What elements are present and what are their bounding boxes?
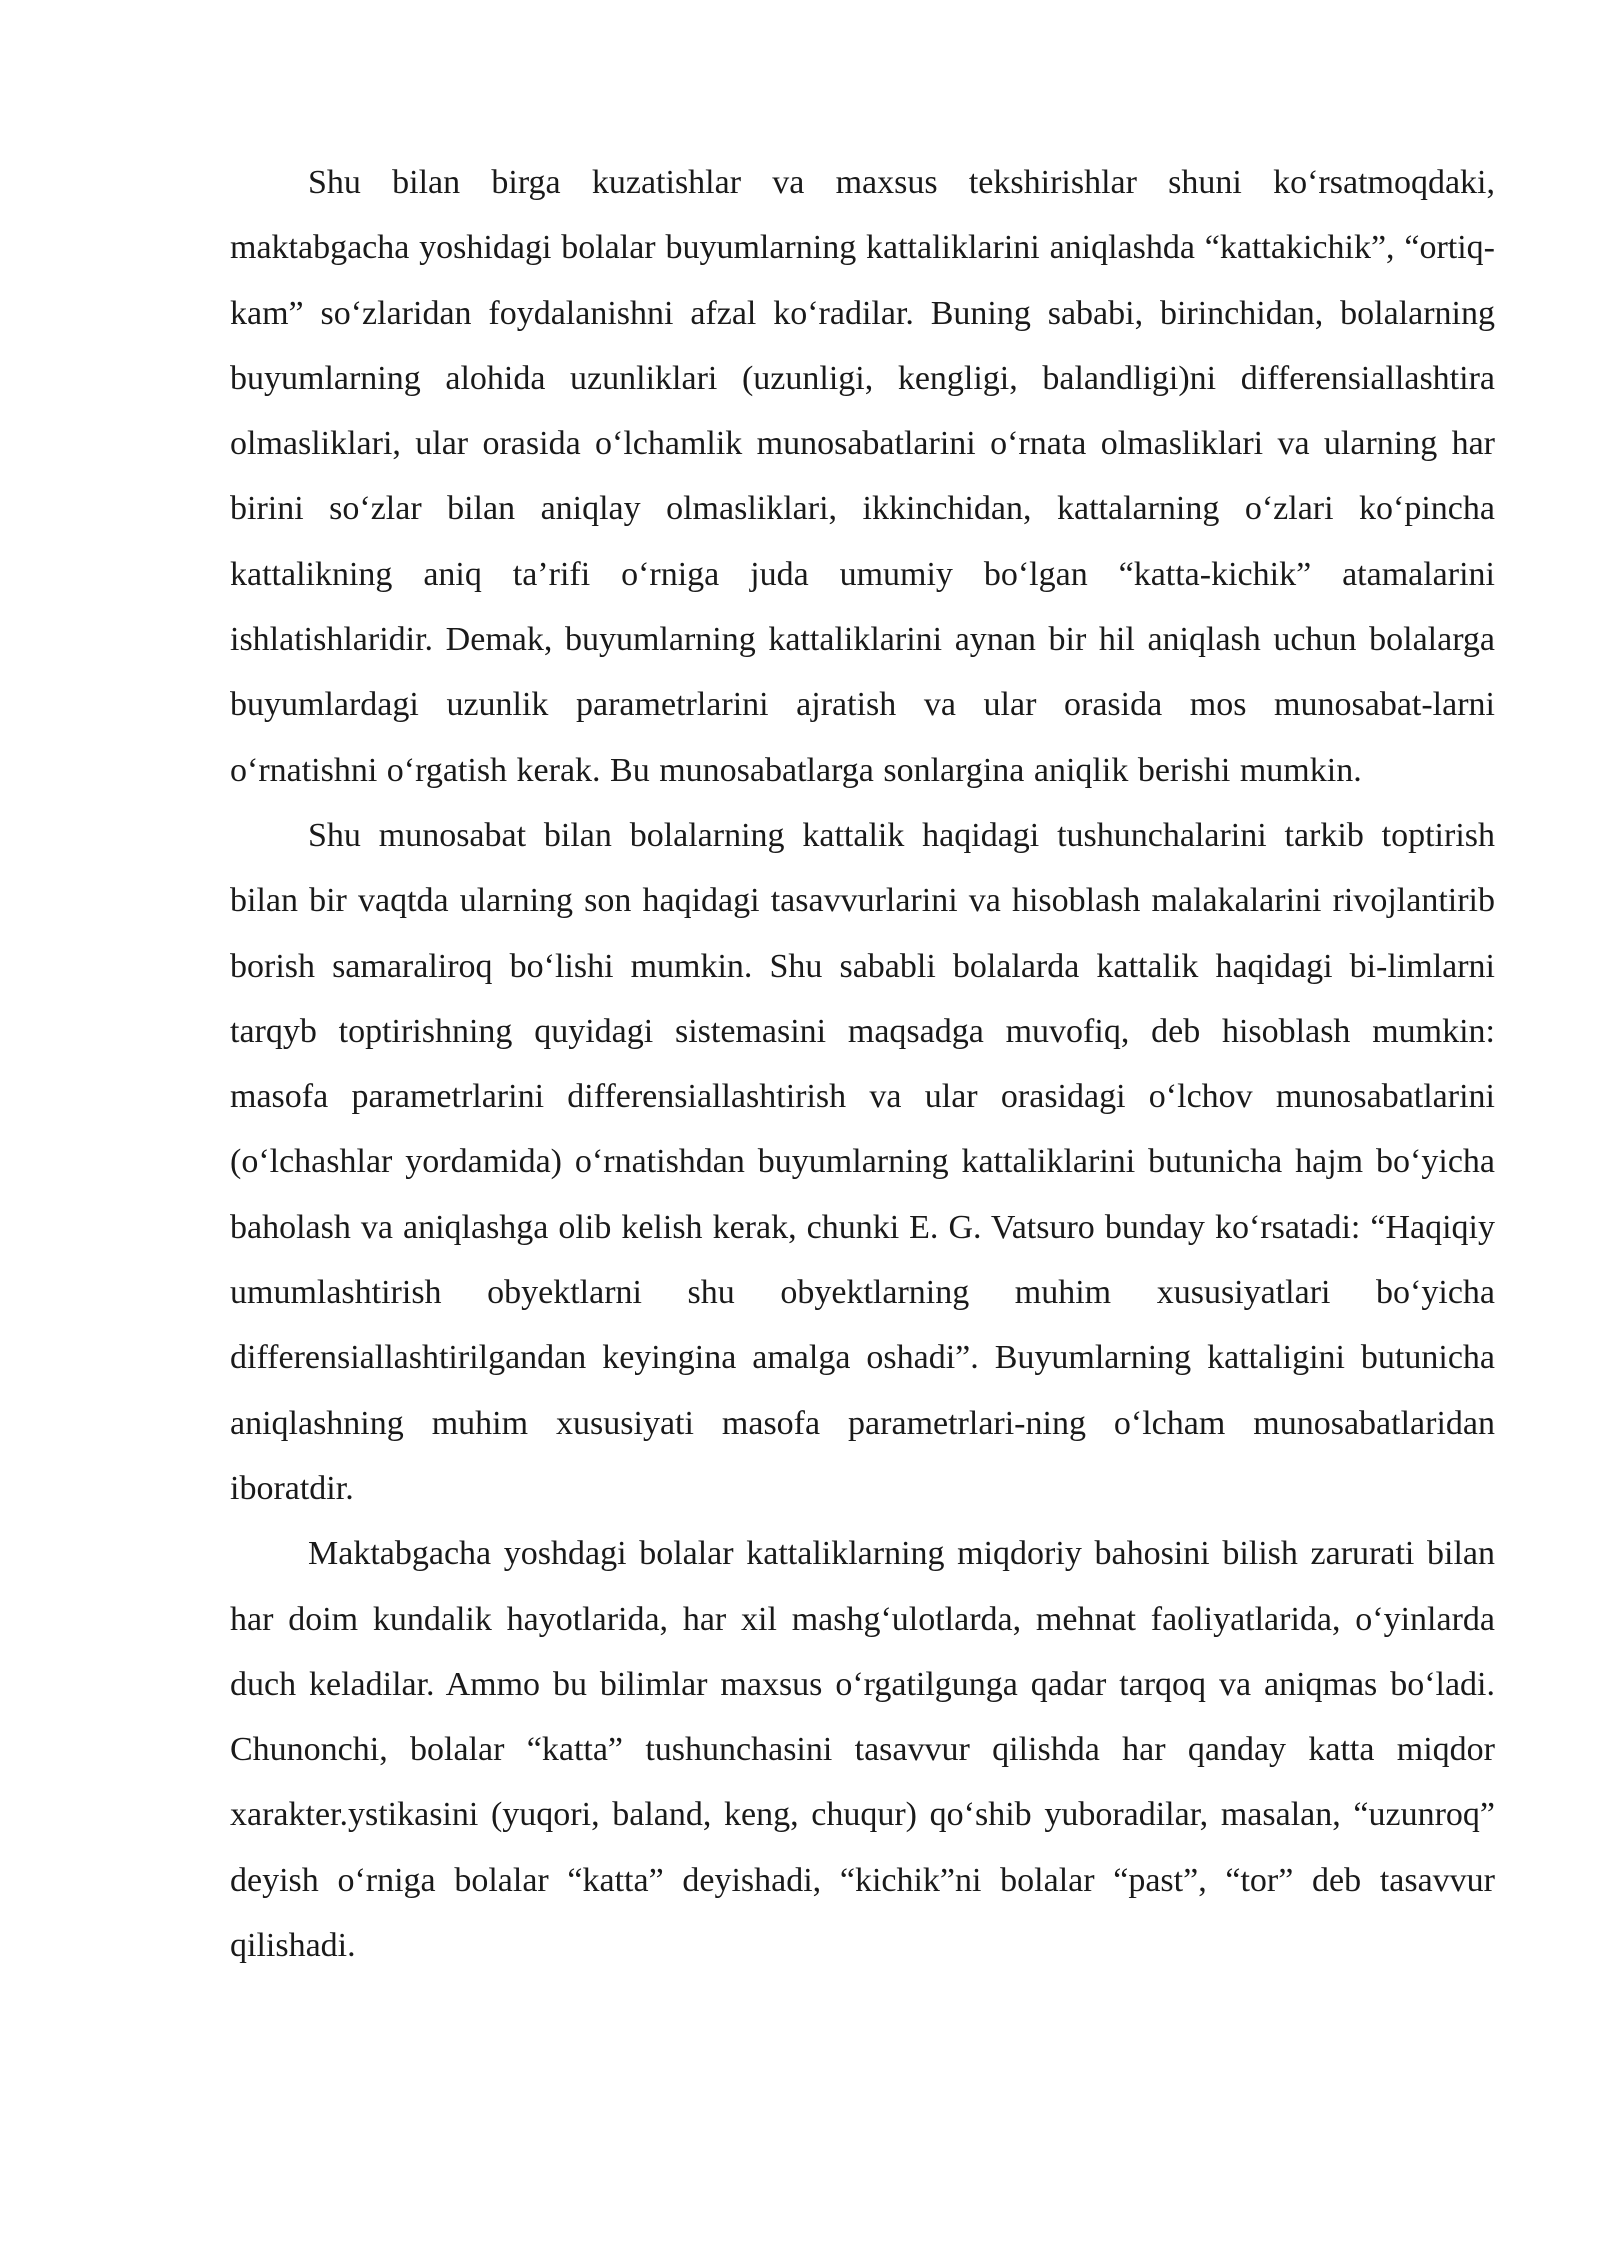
document-body <box>230 150 1495 1978</box>
paragraph-3: Maktabgacha yoshdagi bolalar kattaliklarning miqdoriy bahosini bilish zarurati bilan har doim kundalik hayotlarida, har xil mashgʻulotlarda, mehnat faoliyatlarida, oʻyinlarda duch keladilar. Ammo bu bilimlar maxsus oʻrgatilgunga qadar tarqoq va aniqmas boʻladi. Chunonchi, bolalar “katta” tushunchasini tasavvur qilishda har qanday katta miqdor xarakter.ystikasini (yuqori, baland, keng, chuqur) qoʻshib yuboradilar, masalan, “uzunroq” deyish oʻrniga bolalar “katta” deyishadi, “kichik”ni bolalar “past”, “tor” deb tasavvur qilishadi. <box>230 1535 1495 1965</box>
paragraph-1: Shu bilan birga kuzatishlar va maxsus tekshirishlar shuni koʻrsatmoqdaki, maktabgacha yoshidagi bolalar buyumlarning kattaliklarini aniqlashda “kattakichik”, “ortiq-kam” soʻzlaridan foydalanishni afzal koʻradilar. Buning sababi, birinchidan, bolalarning buyumlarning alohida uzunliklari (uzunligi, kengligi, balandligi)ni differensiallashtira olmasliklari, ular orasida oʻlchamlik munosabatlarini oʻrnata olmasliklari va ularning har birini soʻzlar bilan aniqlay olmasliklari, ikkinchidan, kattalarning oʻzlari koʻpincha kattalikning aniq ta’rifi oʻrniga juda umumiy boʻlgan “katta-kichik” atamalarini ishlatishlaridir. Demak, buyumlarning kattaliklarini aynan bir hil aniqlash uchun bolalarga buyumlardagi uzunlik parametrlarini ajratish va ular orasida mos munosabat-larni oʻrnatishni oʻrgatish kerak. Bu munosabatlarga sonlargina aniqlik berishi mumkin. <box>230 164 1495 789</box>
paragraph-2: Shu munosabat bilan bolalarning kattalik haqidagi tushunchalarini tarkib toptirish bilan bir vaqtda ularning son haqidagi tasavvurlarini va hisoblash malakalarini rivojlantirib borish samaraliroq boʻlishi mumkin. Shu sababli bolalarda kattalik haqidagi bi-limlarni tarqyb toptirishning quyidagi sistemasini maqsadga muvofiq, deb hisoblash mumkin: masofa parametrlarini differensiallashtirish va ular orasidagi oʻlchov munosabatlarini (oʻlchashlar yordamida) oʻrnatishdan buyumlarning kattaliklarini butunicha hajm boʻyicha baholash va aniqlashga olib kelish kerak, chunki E. G. Vatsuro bunday koʻrsatadi: “Haqiqiy umumlashtirish obyektlarni shu obyektlarning muhim xususiyatlari boʻyicha differensiallashtirilgandan keyingina amalga oshadi”. Buyumlarning kattaligini butunicha aniqlashning muhim xususiyati masofa parametrlari-ning oʻlcham munosabatlaridan iboratdir. <box>230 816 1495 1507</box>
